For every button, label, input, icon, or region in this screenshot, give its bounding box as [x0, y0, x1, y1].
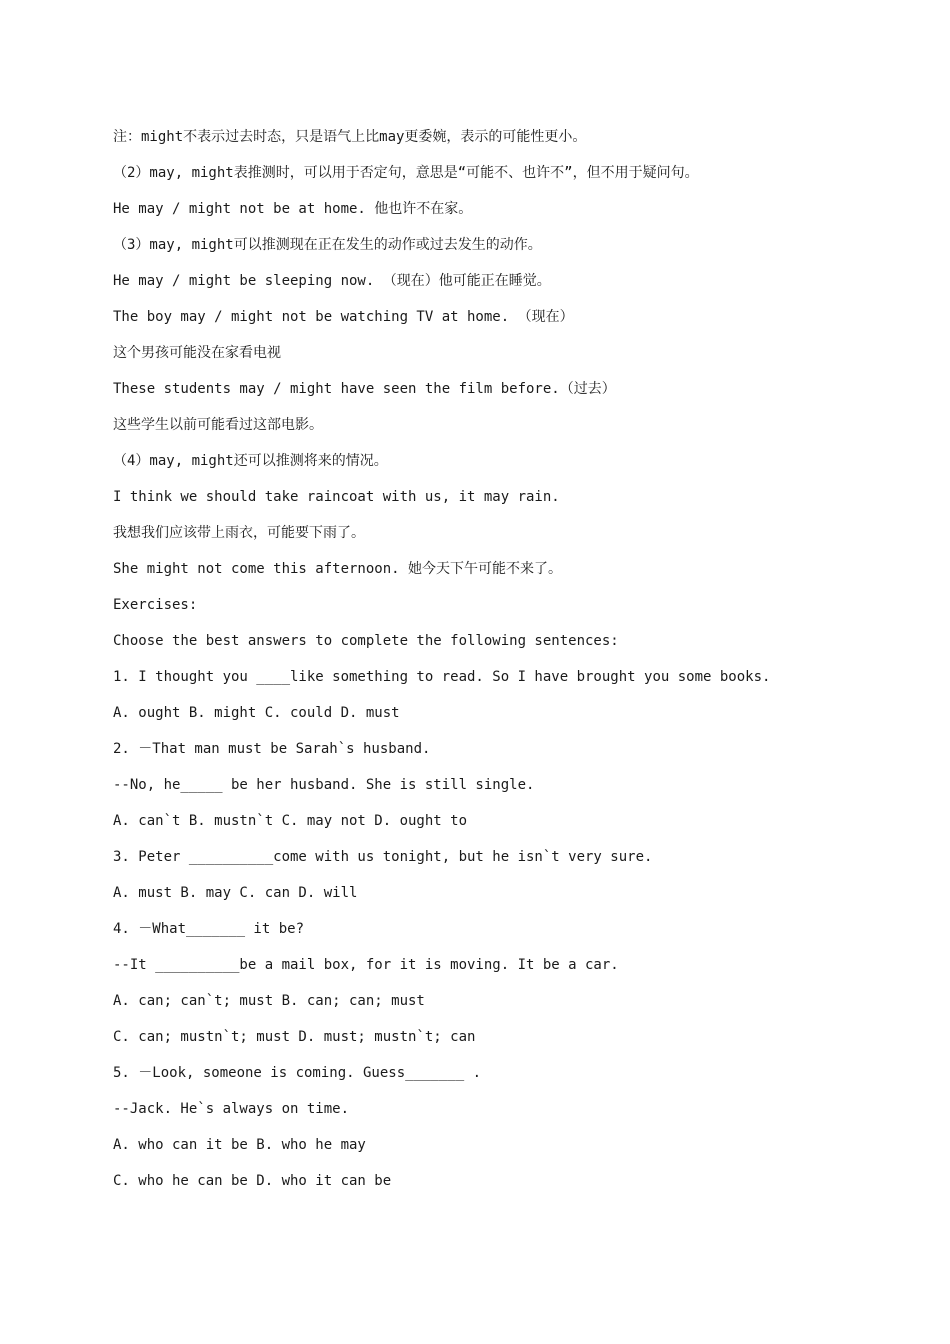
text-line: 这些学生以前可能看过这部电影。	[113, 417, 323, 433]
section-heading: Exercises:	[113, 597, 198, 613]
text-line: 我想我们应该带上雨衣，可能要下雨了。	[113, 525, 365, 541]
options-line: A. can; can`t; must B. can; can; must	[113, 993, 425, 1009]
options-line: A. must B. may C. can D. will	[113, 885, 358, 901]
instruction-line: Choose the best answers to complete the following sentences:	[113, 633, 619, 649]
question-line: --No, he_____ be her husband. She is still single.	[113, 777, 535, 793]
options-line: A. can`t B. mustn`t C. may not D. ought to	[113, 813, 468, 829]
options-line: A. ought B. might C. could D. must	[113, 705, 400, 721]
text-line: 这个男孩可能没在家看电视	[113, 345, 281, 361]
text-line: 注：might不表示过去时态，只是语气上比may更委婉，表示的可能性更小。	[113, 129, 587, 145]
document-body	[113, 126, 873, 1206]
question-line: 4. －What_______ it be?	[113, 921, 305, 937]
text-line: The boy may / might not be watching TV at home. （现在）	[113, 309, 574, 325]
question-line: --Jack. He`s always on time.	[113, 1101, 350, 1117]
text-line: （4）may, might还可以推测将来的情况。	[113, 453, 388, 469]
question-line: 5. －Look, someone is coming. Guess_______ .	[113, 1065, 482, 1081]
text-line: These students may / might have seen the film before.（过去）	[113, 381, 616, 397]
question-line: --It __________be a mail box, for it is moving. It be a car.	[113, 957, 619, 973]
text-line: She might not come this afternoon. 她今天下午可能不来了。	[113, 561, 563, 577]
question-line: 2. －That man must be Sarah`s husband.	[113, 741, 431, 757]
text-line: I think we should take raincoat with us, it may rain.	[113, 489, 560, 505]
text-line: He may / might not be at home. 他也许不在家。	[113, 201, 473, 217]
question-line: 1. I thought you ____like something to read. So I have brought you some books.	[113, 669, 771, 685]
question-line: 3. Peter __________come with us tonight, but he isn`t very sure.	[113, 849, 653, 865]
text-line: He may / might be sleeping now. （现在）他可能正在睡觉。	[113, 273, 551, 289]
options-line: A. who can it be B. who he may	[113, 1137, 366, 1153]
text-line: （3）may, might可以推测现在正在发生的动作或过去发生的动作。	[113, 237, 542, 253]
options-line: C. can; mustn`t; must D. must; mustn`t; can	[113, 1029, 476, 1045]
text-line: （2）may, might表推测时，可以用于否定句，意思是“可能不、也许不”，但不用于疑问句。	[113, 165, 699, 181]
options-line: C. who he can be D. who it can be	[113, 1173, 392, 1189]
